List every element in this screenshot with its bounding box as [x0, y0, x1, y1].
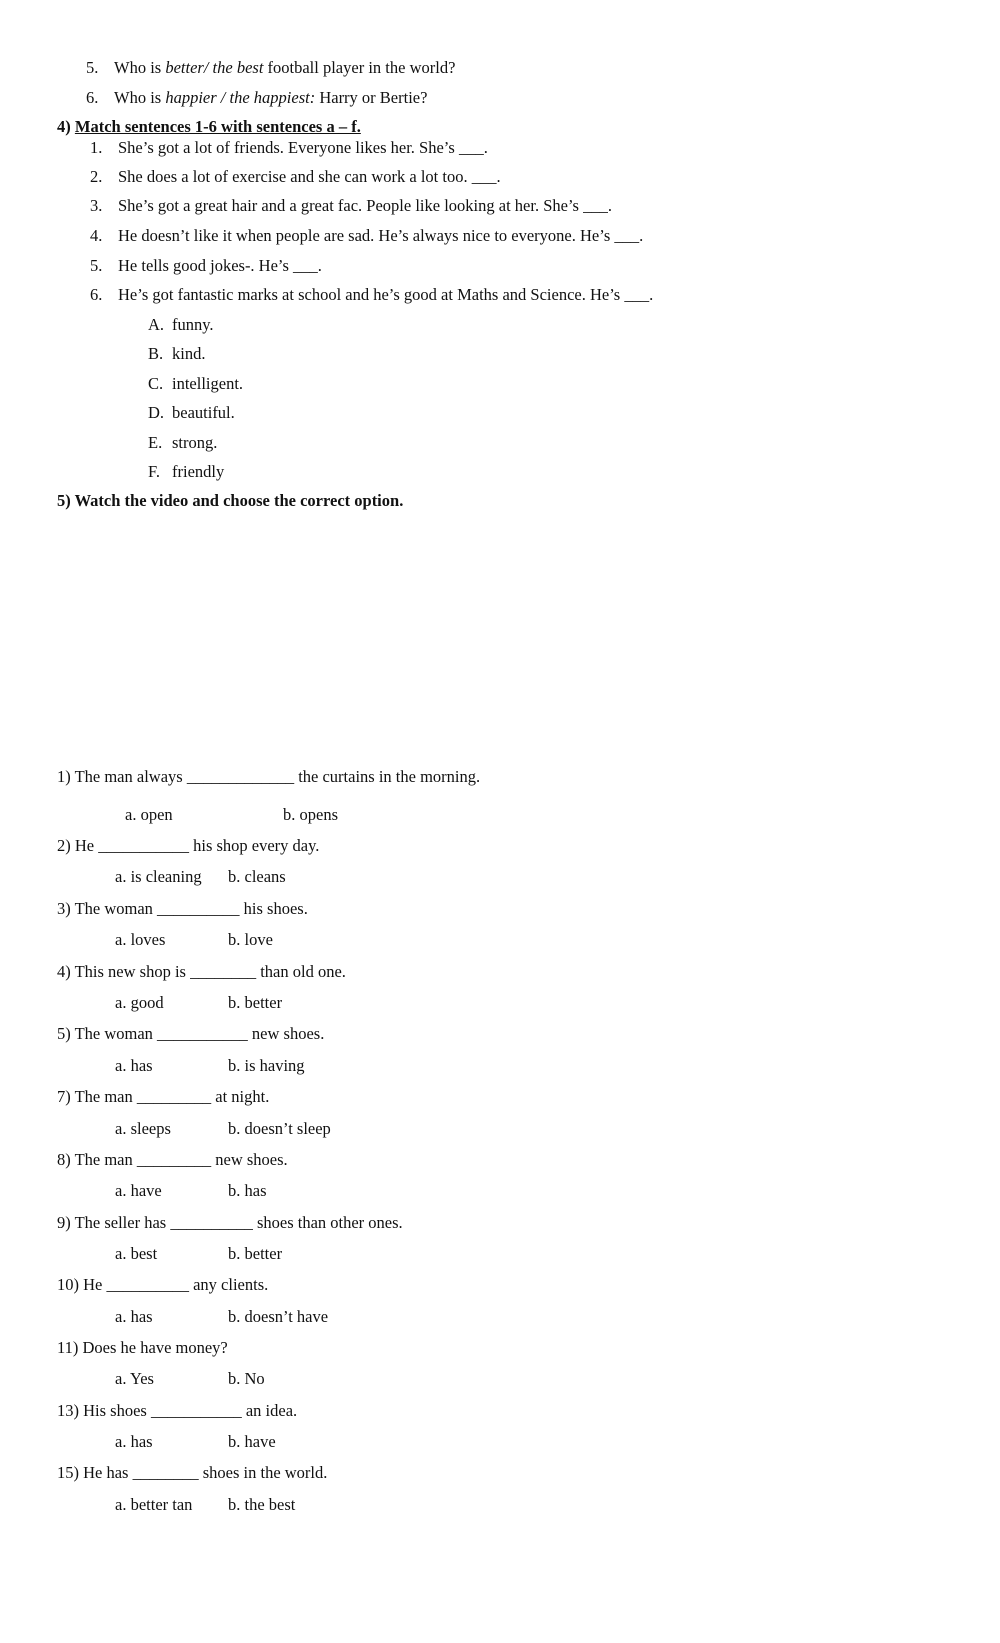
match-sentence	[90, 196, 612, 216]
match-option	[148, 403, 235, 423]
option-a[interactable]: a. open	[125, 805, 173, 824]
option-a[interactable]: a. has	[115, 1056, 153, 1075]
quiz-question: 8) The man _________ new shoes.	[57, 1150, 288, 1169]
sentence-number: 4.	[90, 226, 103, 245]
option-a[interactable]: a. have	[115, 1181, 162, 1200]
option-letter: F.	[148, 462, 160, 481]
match-option	[148, 374, 243, 394]
quiz-question: 2) He ___________ his shop every day.	[57, 836, 320, 855]
option-b[interactable]: b. has	[228, 1181, 267, 1200]
option-b[interactable]: b. doesn’t have	[228, 1307, 329, 1326]
match-sentence	[90, 285, 653, 305]
option-letter: B.	[148, 344, 164, 363]
sentence-number: 2.	[90, 167, 103, 186]
sentence-number: 1.	[90, 138, 103, 157]
option-a[interactable]: a. Yes	[115, 1369, 154, 1388]
option-b[interactable]: b. doesn’t sleep	[228, 1119, 331, 1138]
option-a[interactable]: a. sleeps	[115, 1119, 171, 1138]
question-options-italic: happier / the happiest:	[165, 88, 316, 107]
match-option	[148, 315, 214, 335]
option-text: beautiful.	[172, 403, 235, 422]
option-b[interactable]: b. better	[228, 993, 283, 1012]
top-question-5	[86, 58, 455, 78]
option-b[interactable]: b. is having	[228, 1056, 305, 1075]
option-b[interactable]: b. cleans	[228, 867, 286, 886]
option-a[interactable]: a. has	[115, 1432, 153, 1451]
option-b[interactable]: b. the best	[228, 1495, 296, 1514]
sentence-text: She does a lot of exercise and she can work a lot too. ___.	[118, 167, 501, 186]
question-text: Harry or Bertie?	[315, 88, 428, 107]
quiz-question: 3) The woman __________ his shoes.	[57, 899, 308, 918]
option-a[interactable]: a. best	[115, 1244, 158, 1263]
quiz-question: 4) This new shop is ________ than old one.	[57, 962, 346, 981]
option-b[interactable]: b. No	[228, 1369, 265, 1388]
match-option	[148, 344, 205, 364]
question-number: 5.	[86, 58, 99, 77]
quiz-question: 7) The man _________ at night.	[57, 1087, 270, 1106]
question-text: Who is	[114, 58, 166, 77]
match-option	[148, 433, 217, 453]
section-number: 4)	[57, 117, 71, 136]
quiz-question: 11) Does he have money?	[57, 1338, 228, 1357]
option-text: kind.	[172, 344, 206, 363]
section-5-heading: 5) Watch the video and choose the correct option.	[57, 491, 404, 510]
section-4-heading	[57, 117, 361, 137]
option-b[interactable]: b. better	[228, 1244, 283, 1263]
match-sentence	[90, 167, 501, 187]
sentence-number: 5.	[90, 256, 103, 275]
option-text: strong.	[172, 433, 218, 452]
quiz-question: 15) He has ________ shoes in the world.	[57, 1463, 328, 1482]
question-text: Who is	[114, 88, 166, 107]
match-sentence	[90, 256, 322, 276]
option-letter: E.	[148, 433, 163, 452]
question-options-italic: better/ the best	[165, 58, 264, 77]
top-question-6	[86, 88, 427, 108]
option-letter: C.	[148, 374, 164, 393]
quiz-question: 13) His shoes ___________ an idea.	[57, 1401, 298, 1420]
option-text: funny.	[172, 315, 214, 334]
quiz-question: 1) The man always _____________ the curtains in the morning.	[57, 767, 481, 786]
sentence-text: He tells good jokes-. He’s ___.	[118, 256, 322, 275]
option-b[interactable]: b. have	[228, 1432, 276, 1451]
option-text: intelligent.	[172, 374, 244, 393]
section-title: Match sentences 1-6 with sentences a – f.	[74, 117, 361, 136]
match-sentence	[90, 226, 643, 246]
match-option	[148, 462, 224, 482]
sentence-text: She’s got a lot of friends. Everyone likes her. She’s ___.	[118, 138, 488, 157]
quiz-question: 9) The seller has __________ shoes than other ones.	[57, 1213, 403, 1232]
question-number: 6.	[86, 88, 99, 107]
sentence-number: 3.	[90, 196, 103, 215]
question-text: football player in the world?	[263, 58, 456, 77]
sentence-text: He’s got fantastic marks at school and he’s good at Maths and Science. He’s ___.	[118, 285, 654, 304]
option-letter: D.	[148, 403, 165, 422]
option-a[interactable]: a. good	[115, 993, 164, 1012]
option-letter: A.	[148, 315, 165, 334]
option-a[interactable]: a. loves	[115, 930, 166, 949]
quiz-question: 10) He __________ any clients.	[57, 1275, 269, 1294]
quiz-question: 5) The woman ___________ new shoes.	[57, 1024, 325, 1043]
match-sentence	[90, 138, 488, 158]
option-b[interactable]: b. love	[228, 930, 273, 949]
option-text: friendly	[172, 462, 225, 481]
option-a[interactable]: a. better tan	[115, 1495, 193, 1514]
option-a[interactable]: a. is cleaning	[115, 867, 202, 886]
option-b[interactable]: b. opens	[283, 805, 338, 824]
option-a[interactable]: a. has	[115, 1307, 153, 1326]
sentence-text: She’s got a great hair and a great fac. People like looking at her. She’s ___.	[118, 196, 612, 215]
sentence-number: 6.	[90, 285, 103, 304]
sentence-text: He doesn’t like it when people are sad. He’s always nice to everyone. He’s ___.	[118, 226, 644, 245]
